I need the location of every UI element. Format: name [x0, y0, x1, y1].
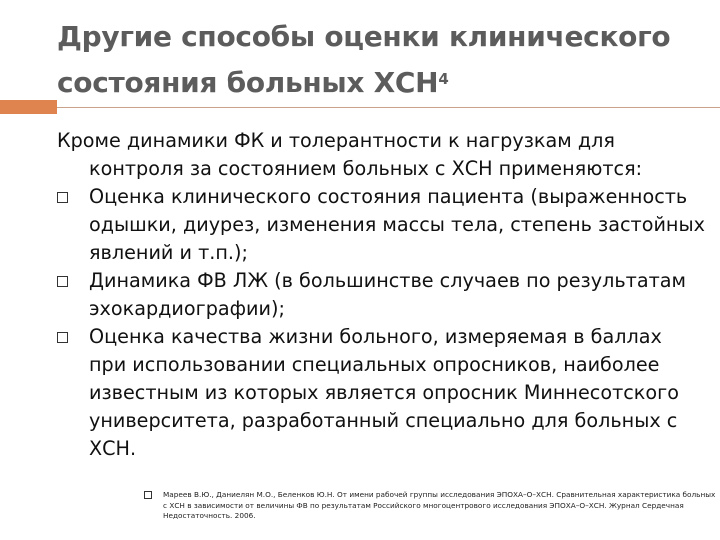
bullet-item [57, 183, 705, 267]
bullet-item [57, 267, 705, 323]
square-bullet-icon [57, 276, 68, 287]
slide-title-superscript: 4 [438, 70, 449, 88]
title-divider [57, 107, 720, 108]
slide-title-text: Другие способы оценки клинического состояния больных ХСН [57, 20, 671, 99]
bullet-text: Оценка клинического состояния пациента (выраженность одышки, диурез, изменения массы тела, степень застойных явлений и т.п.); [89, 185, 705, 264]
accent-bar [0, 100, 57, 114]
intro-text: Кроме динамики ФК и толерантности к нагрузкам для контроля за состоянием больных с ХСН применяются: [57, 129, 643, 180]
slide-title [57, 14, 697, 106]
square-bullet-icon [57, 332, 68, 343]
slide-body [57, 127, 705, 463]
bullet-item [57, 323, 705, 463]
bullet-text: Динамика ФВ ЛЖ (в большинстве случаев по результатам эхокардиографии); [89, 269, 686, 320]
footnote-bullet-icon [144, 491, 152, 499]
bullet-text: Оценка качества жизни больного, измеряемая в баллах при использовании специальных опросников, наиболее известным из которых является опросник Миннесотского университета, разработанный специально для больных с ХСН. [89, 325, 679, 460]
footnote-reference: Мареев В.Ю., Даниелян М.О., Беленков Ю.Н. От имени рабочей группы исследования ЭПОХА–О–ХСН. Сравнительная характеристика больных с ХСН в зависимости от величины ФВ по результатам Российского многоцентрового исследования ЭПОХА–О–ХСН. Журнал Сердечная Недостаточность. 2006. [163, 490, 716, 521]
square-bullet-icon [57, 192, 68, 203]
